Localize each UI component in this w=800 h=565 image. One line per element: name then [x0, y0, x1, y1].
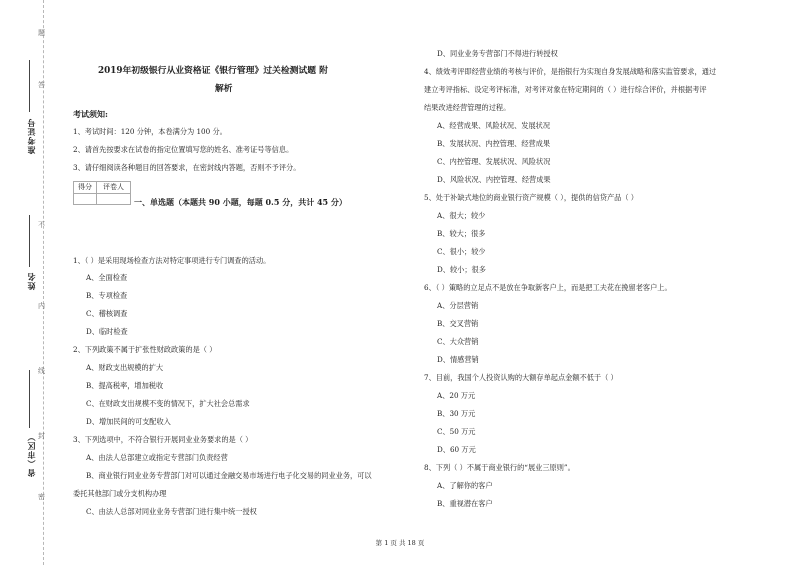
notice-item: 2、请首先按要求在试卷的指定位置填写您的姓名、准考证号等信息。 [73, 145, 294, 154]
option-line: D、60 万元 [437, 445, 476, 454]
question-line: 2、下列政策不属于扩张性财政政策的是（ ） [73, 345, 217, 354]
name-label: 姓名 [26, 272, 36, 290]
section-title: 一、单选题（本题共 90 小题，每题 0.5 分，共计 45 分） [134, 197, 347, 207]
seal-char: 线 [38, 367, 45, 375]
seal-char: 答 [38, 81, 45, 89]
score-box [73, 181, 131, 205]
seal-char: 题 [38, 29, 45, 37]
option-line: C、稽核调查 [86, 309, 128, 318]
option-line-cont: 委托其他部门或分支机构办理 [73, 489, 167, 498]
question-line: 1、（ ）是采用现场检查方法对特定事项进行专门调查的活动。 [73, 256, 271, 265]
option-line: D、同业业务专营部门不得进行转授权 [437, 49, 558, 58]
reviewer-header: 评卷人 [97, 182, 130, 194]
option-line: A、全面检查 [86, 273, 128, 282]
province-label: 省（市区） [26, 432, 36, 477]
option-line: C、由法人总部对同业业务专营部门进行集中统一授权 [86, 507, 257, 516]
seal-char: 密 [38, 493, 45, 501]
question-line: 6、（ ）策略的立足点不是放在争取新客户上，而是把工夫花在挽留老客户上。 [424, 283, 672, 292]
option-line: B、发展状况、内控管理、经营成果 [437, 139, 551, 148]
option-line: C、内控管理、发展状况、风险状况 [437, 157, 551, 166]
question-line-cont: 结果改进经营管理的过程。 [424, 103, 511, 112]
option-line: A、很大；较少 [437, 211, 486, 220]
seal-char: 封 [38, 432, 45, 440]
option-line: A、分层营销 [437, 301, 479, 310]
option-line: B、提高税率，增加税收 [86, 381, 164, 390]
option-line: B、交叉营销 [437, 319, 479, 328]
doc-title: 2019年初级银行从业资格证《银行管理》过关检测试题 附 [98, 66, 328, 76]
question-line: 4、绩效考评即经营业绩的考核与评价，是指银行为实现自身发展战略和落实监管要求，通过 [424, 67, 717, 76]
option-line: C、很小；较少 [437, 247, 486, 256]
score-header: 得分 [74, 182, 97, 194]
question-line: 5、处于补缺式地位的商业银行资产规模（ ），提供的信贷产品（ ） [424, 193, 638, 202]
doc-title-cont: 解析 [215, 84, 233, 94]
option-line: D、风险状况、内控管理、经营成果 [437, 175, 551, 184]
seal-char: 内 [38, 302, 45, 310]
option-line: A、由法人总部建立或指定专营部门负责经营 [86, 453, 228, 462]
question-line: 7、目前，我国个人投资认购的大额存单起点金额不低于（ ） [424, 373, 618, 382]
option-line: B、重视潜在客户 [437, 499, 493, 508]
province-fill-line [29, 370, 30, 428]
option-line: B、30 万元 [437, 409, 476, 418]
option-line: A、经营成果、风险状况、发展状况 [437, 121, 551, 130]
option-line: C、50 万元 [437, 427, 476, 436]
option-line: D、情感营销 [437, 355, 479, 364]
notice-item: 3、请仔细阅读各种题目的回答要求，在密封线内答题，否则不予评分。 [73, 163, 301, 172]
binding-margin [0, 0, 50, 565]
notice-item: 1、考试时间：120 分钟，本卷满分为 100 分。 [73, 127, 227, 136]
option-line: B、专项检查 [86, 291, 128, 300]
option-line: B、商业银行同业业务专营部门对可以通过金融交易市场进行电子化交易的同业业务，可以 [86, 471, 372, 480]
seal-char: 不 [38, 221, 45, 229]
notice-heading: 考试须知: [73, 109, 108, 119]
option-line: C、大众营销 [437, 337, 479, 346]
question-line: 3、下列选项中，不符合银行开展同业业务要求的是（ ） [73, 435, 253, 444]
option-line: B、较大；很多 [437, 229, 486, 238]
option-line: C、在财政支出规模不变的情况下，扩大社会总需求 [86, 399, 250, 408]
exam-id-fill-line [29, 60, 30, 112]
name-fill-line [29, 215, 30, 267]
exam-id-label: 准考证号 [26, 118, 36, 154]
option-line: D、增加民间的可支配收入 [86, 417, 171, 426]
option-line: A、20 万元 [437, 391, 476, 400]
option-line: A、了解你的客户 [437, 481, 493, 490]
option-line: D、临时检查 [86, 327, 128, 336]
question-line-cont: 建立考评指标、设定考评标准，对考评对象在特定期间的（ ）进行综合评价，并根据考评 [424, 85, 707, 94]
page-footer: 第 1 页 共 18 页 [375, 539, 425, 547]
score-box-divider [96, 193, 97, 204]
question-line: 8、下列（ ）不属于商业银行的“展业三原则”。 [424, 463, 575, 472]
option-line: D、较小；很多 [437, 265, 486, 274]
option-line: A、财政支出规模的扩大 [86, 363, 164, 372]
